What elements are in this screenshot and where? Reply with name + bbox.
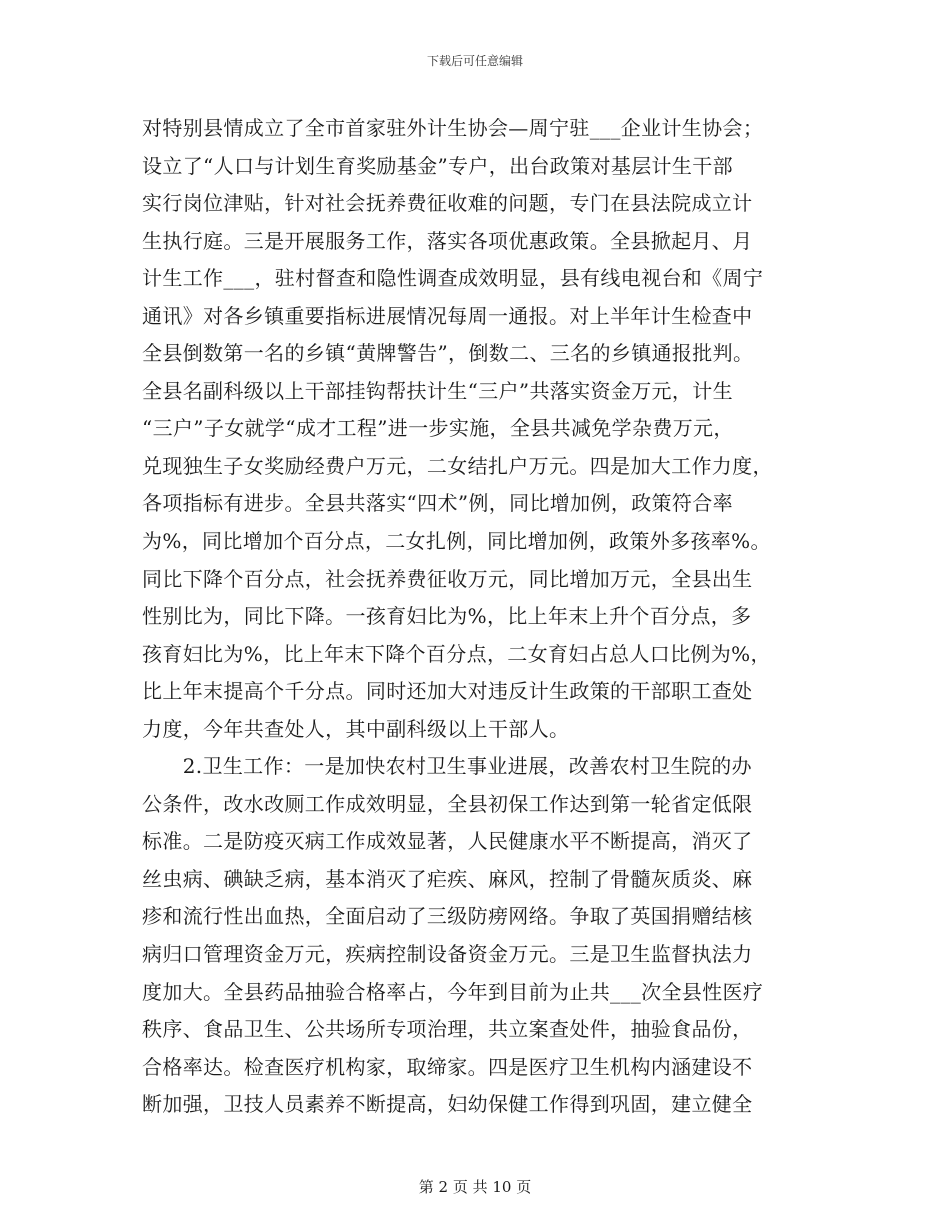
body-line: 公条件，改水改厕工作成效明显，全县初保工作达到第一轮省定低限: [142, 791, 753, 816]
body-line: 疹和流行性出血热，全面启动了三级防痨网络。争取了英国捐赠结核: [142, 904, 753, 929]
body-line: 性别比为，同比下降。一孩育妇比为%，比上年末上升个百分点，多: [142, 604, 752, 629]
body-line: 力度，今年共查处人，其中副科级以上干部人。: [142, 716, 570, 741]
body-line: 断加强，卫技人员素养不断提高，妇幼保健工作得到巩固，建立健全: [142, 1092, 753, 1117]
body-line: 计生工作___，驻村督查和隐性调查成效明显，县有线电视台和《周宁: [142, 266, 764, 291]
body-line: 全县倒数第一名的乡镇“黄牌警告”，倒数二、三名的乡镇通报批判。: [142, 341, 754, 366]
body-line: 合格率达。检查医疗机构家，取缔家。四是医疗卫生机构内涵建设不: [142, 1054, 753, 1079]
document-body: [142, 110, 808, 1124]
body-line: 标准。二是防疫灭病工作成效显著，人民健康水平不断提高，消灭了: [142, 829, 753, 854]
body-line: 丝虫病、碘缺乏病，基本消灭了疟疾、麻风，控制了骨髓灰质炎、麻: [142, 866, 753, 891]
body-line: 通讯》对各乡镇重要指标进展情况每周一通报。对上半年计生检查中: [142, 303, 753, 328]
body-line: 比上年末提高个千分点。同时还加大对违反计生政策的干部职工查处: [142, 679, 753, 704]
body-line: “三户”子女就学“成才工程”进一步实施，全县共减免学杂费万元，: [142, 416, 734, 441]
page-header: 下载后可任意编辑: [426, 54, 523, 68]
body-line: 生执行庭。三是开展服务工作，落实各项优惠政策。全县掀起月、月: [142, 228, 753, 253]
body-line: 实行岗位津贴，针对社会抚养费征收难的问题，专门在县法院成立计: [142, 191, 753, 216]
body-line: 秩序、食品卫生、公共场所专项治理，共立案查处件，抽验食品份，: [142, 1017, 753, 1042]
body-line: 各项指标有进步。全县共落实“四术”例，同比增加例，政策符合率: [142, 491, 733, 516]
body-line: 设立了“人口与计划生育奖励基金”专户，出台政策对基层计生干部: [142, 153, 733, 178]
body-line: 为%，同比增加个百分点，二女扎例，同比增加例，政策外多孩率%。: [142, 529, 771, 554]
page-number-footer: 第 2 页 共 10 页: [418, 1178, 532, 1196]
section-heading-line: 2.卫生工作：一是加快农村卫生事业进展，改善农村卫生院的办: [142, 754, 752, 779]
body-line: 病归口管理资金万元，疾病控制设备资金万元。三是卫生监督执法力: [142, 942, 753, 967]
body-line: 全县名副科级以上干部挂钩帮扶计生“三户”共落实资金万元，计生: [142, 378, 733, 403]
body-line: 同比下降个百分点，社会抚养费征收万元，同比增加万元，全县出生: [142, 566, 753, 591]
body-line: 度加大。全县药品抽验合格率占，今年到目前为止共___次全县性医疗: [142, 979, 764, 1004]
body-line: 对特别县情成立了全市首家驻外计生协会—周宁驻___企业计生协会；: [142, 116, 764, 140]
body-line: 兑现独生子女奖励经费户万元，二女结扎户万元。四是加大工作力度，: [142, 453, 773, 478]
body-line: 孩育妇比为%，比上年末下降个百分点，二女育妇占总人口比例为%，: [142, 641, 771, 666]
